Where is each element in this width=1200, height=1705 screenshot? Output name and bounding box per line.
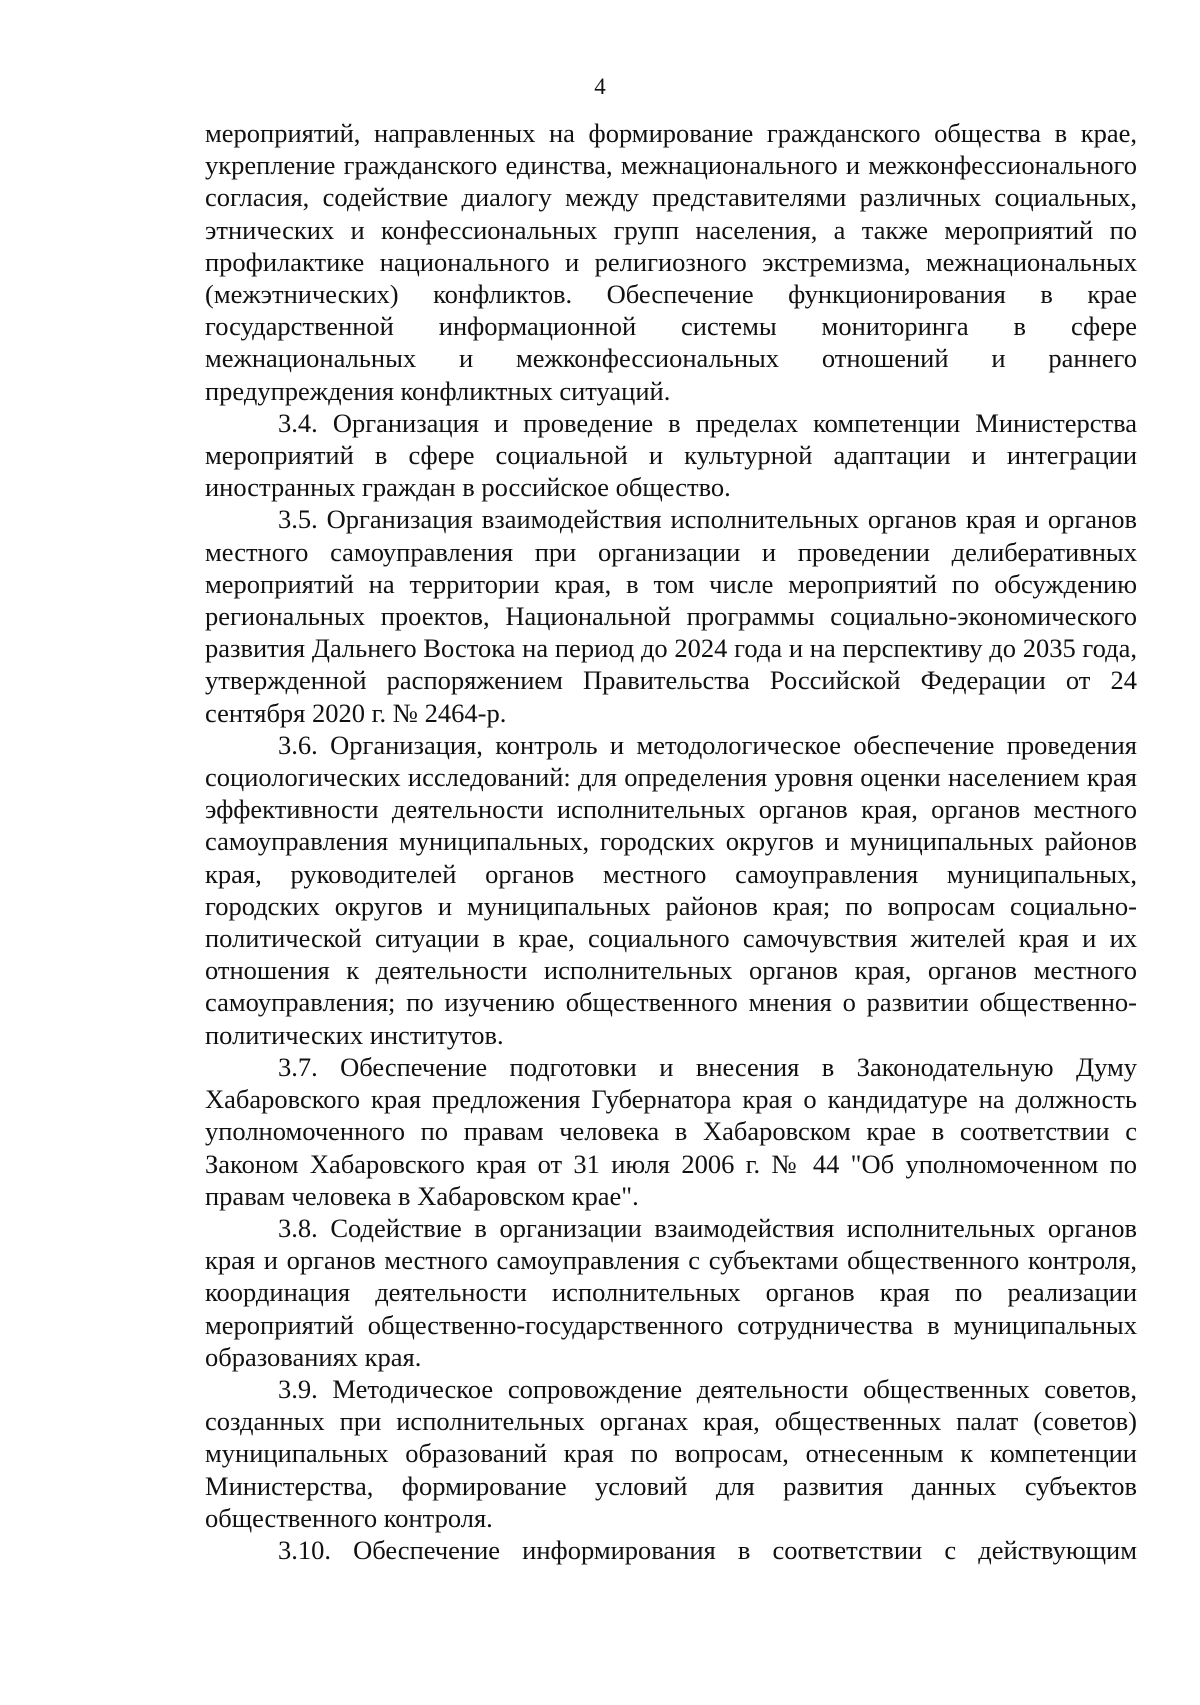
page-number: 4 xyxy=(594,74,606,99)
paragraph-3-9: 3.9. Методическое сопровождение деятельности общественных советов, созданных при исполнительных органах края, общественных палат (советов) муниципальных образований края по вопросам, отнесенным к компетенции Министерства, формирование условий для развития данных субъектов общественного контроля. xyxy=(205,1373,1137,1533)
document-body xyxy=(205,117,1137,1566)
paragraph-3-7: 3.7. Обеспечение подготовки и внесения в Законодательную Думу Хабаровского края предложения Губернатора края о кандидатуре на должность уполномоченного по правам человека в Хабаровском крае в соответствии с Законом Хабаровского края от 31 июля 2006 г. № 44 "Об уполномоченном по правам человека в Хабаровском крае". xyxy=(205,1051,1137,1211)
paragraph-3-10: 3.10. Обеспечение информирования в соответствии с действующим xyxy=(278,1534,1137,1565)
paragraph-3-5: 3.5. Организация взаимодействия исполнительных органов края и органов местного самоуправления при организации и проведении делиберативных мероприятий на территории края, в том числе мероприятий по обсуждению региональных проектов, Национальной программы социально-экономического развития Дальнего Востока на период до 2024 года и на перспективу до 2035 года, утвержденной распоряжением Правительства Российской Федерации от 24 сентября 2020 г. № 2464-р. xyxy=(205,504,1137,728)
paragraph-3-4: 3.4. Организация и проведение в пределах компетенции Министерства мероприятий в сфере социальной и культурной адаптации и интеграции иностранных граждан в российское общество. xyxy=(205,407,1137,503)
paragraph-continuation: мероприятий, направленных на формирование гражданского общества в крае, укрепление гражданского единства, межнационального и межконфессионального согласия, содействие диалогу между представителями различных социальных, этнических и конфессиональных групп населения, а также мероприятий по профилактике национального и религиозного экстремизма, межнациональных (межэтнических) конфликтов. Обеспечение функционирования в крае государственной информационной системы мониторинга в сфере межнациональных и межконфессиональных отношений и раннего предупреждения конфликтных ситуаций. xyxy=(205,118,1137,406)
paragraph-3-8: 3.8. Содействие в организации взаимодействия исполнительных органов края и органов местного самоуправления с субъектами общественного контроля, координация деятельности исполнительных органов края по реализации мероприятий общественно-государственного сотрудничества в муниципальных образованиях края. xyxy=(205,1212,1137,1372)
paragraph-3-6: 3.6. Организация, контроль и методологическое обеспечение проведения социологических исследований: для определения уровня оценки населением края эффективности деятельности исполнительных органов края, органов местного самоуправления муниципальных, городских округов и муниципальных районов края, руководителей органов местного самоуправления муниципальных, городских округов и муниципальных районов края; по вопросам социально-политической ситуации в крае, социального самочувствия жителей края и их отношения к деятельности исполнительных органов края, органов местного самоуправления; по изучению общественного мнения о развитии общественно-политических институтов. xyxy=(205,729,1137,1050)
